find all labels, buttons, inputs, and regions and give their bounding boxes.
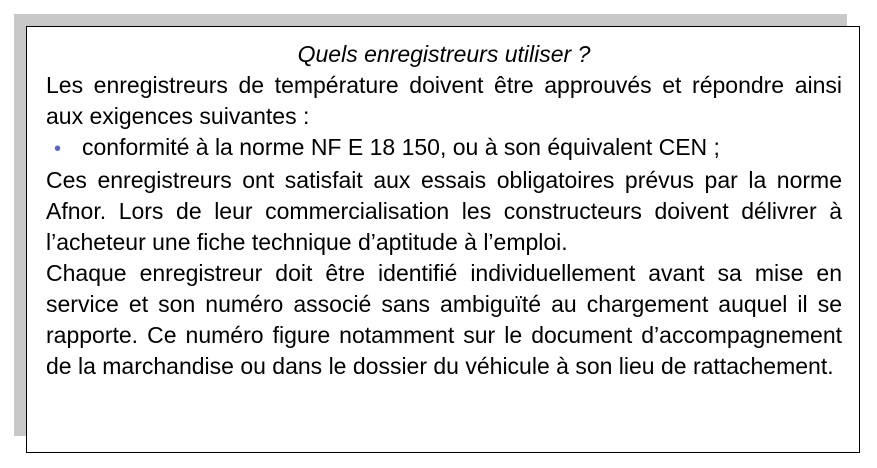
text-panel	[26, 26, 860, 453]
paragraph-identification: Chaque enregistreur doit être identifié individuellement avant sa mise en service et son numéro associé sans ambiguïté au chargement auquel il se rapporte. Ce numéro figure notamment sur le document d’accompagnement de la marchandise ou dans le dossier du véhicule à son lieu de rattachement.	[46, 260, 842, 379]
bullet-text: conformité à la norme NF E 18 150, ou à son équivalent CEN ;	[82, 134, 720, 160]
bullet-item	[46, 132, 842, 165]
bullet-icon: •	[54, 138, 62, 160]
panel-content	[46, 39, 842, 382]
intro-paragraph: Les enregistreurs de température doivent être approuvés et répondre ainsi aux exigences suivantes :	[46, 72, 842, 129]
paragraph-approval: Ces enregistreurs ont satisfait aux essais obligatoires prévus par la norme Afnor. Lors de leur commercialisation les constructeurs doivent délivrer à l’acheteur une fiche technique d’aptitude à l’emploi.	[46, 167, 842, 255]
section-title: Quels enregistreurs utiliser ?	[297, 41, 591, 67]
